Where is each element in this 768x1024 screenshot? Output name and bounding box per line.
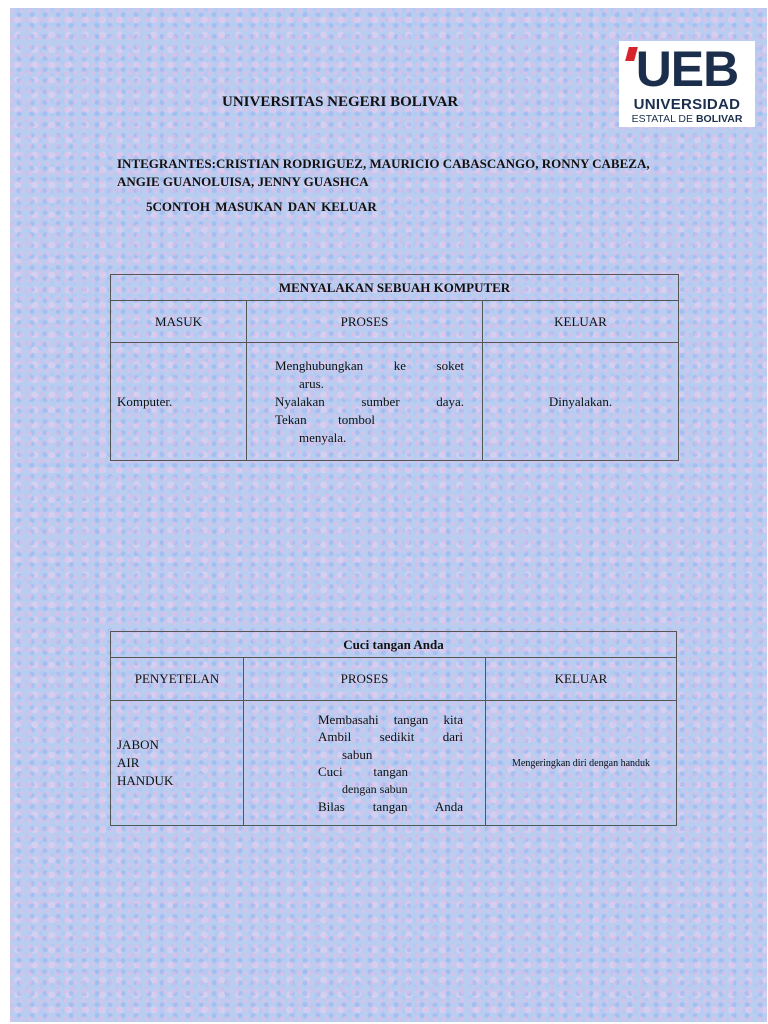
input-item: JABON	[117, 737, 159, 752]
column-header-process: PROSES	[247, 301, 483, 343]
column-header-output: KELUAR	[486, 658, 677, 701]
column-header-process: PROSES	[244, 658, 486, 701]
input-item: HANDUK	[117, 773, 174, 788]
table-handwash	[110, 631, 677, 826]
process-line: Cuci tangan	[318, 764, 408, 779]
members-list: INTEGRANTES:CRISTIAN RODRIGUEZ, MAURICIO CABASCANGO, RONNY CABEZA, ANGIE GUANOLUISA, JENNY GUASHCA	[117, 156, 650, 189]
section-subtitle	[142, 199, 377, 215]
output-cell: Mengeringkan diri dengan handuk	[486, 701, 677, 826]
subtitle-text: 5CONTOH MASUKAN DAN KELUAR	[146, 199, 377, 214]
process-line: Nyalakan sumber daya.	[275, 393, 464, 409]
logo-line-1: UNIVERSIDAD	[633, 96, 741, 113]
process-line: menyala.	[299, 429, 347, 445]
ueb-logo	[619, 41, 755, 127]
process-line: dengan sabun	[342, 781, 408, 796]
table-caption: Cuci tangan Anda	[111, 632, 677, 658]
column-header-input: PENYETELAN	[111, 658, 244, 701]
process-line: Tekan tombol	[275, 411, 375, 427]
input-cell: Komputer.	[111, 343, 247, 461]
process-line: Menghubungkan ke soket	[275, 357, 464, 373]
process-line: arus.	[299, 375, 324, 391]
process-line: Ambil sedikit dari	[318, 729, 463, 744]
table-caption: MENYALAKAN SEBUAH KOMPUTER	[111, 275, 679, 301]
column-header-output: KELUAR	[483, 301, 679, 343]
input-item: AIR	[117, 755, 140, 770]
column-header-input: MASUK	[111, 301, 247, 343]
input-cell	[111, 701, 244, 826]
logo-line-2: ESTATAL DE BOLIVAR	[631, 113, 743, 125]
process-cell	[247, 343, 483, 461]
table-computer	[110, 274, 679, 461]
output-cell: Dinyalakan.	[483, 343, 679, 461]
page-title: UNIVERSITAS NEGERI BOLIVAR	[222, 94, 459, 110]
process-line: sabun	[342, 746, 373, 762]
process-line: Membasahi tangan kita	[318, 711, 463, 727]
logo-initials: UEB	[635, 41, 739, 97]
process-line: Bilas tangan Anda	[318, 799, 463, 814]
process-cell	[244, 701, 486, 826]
